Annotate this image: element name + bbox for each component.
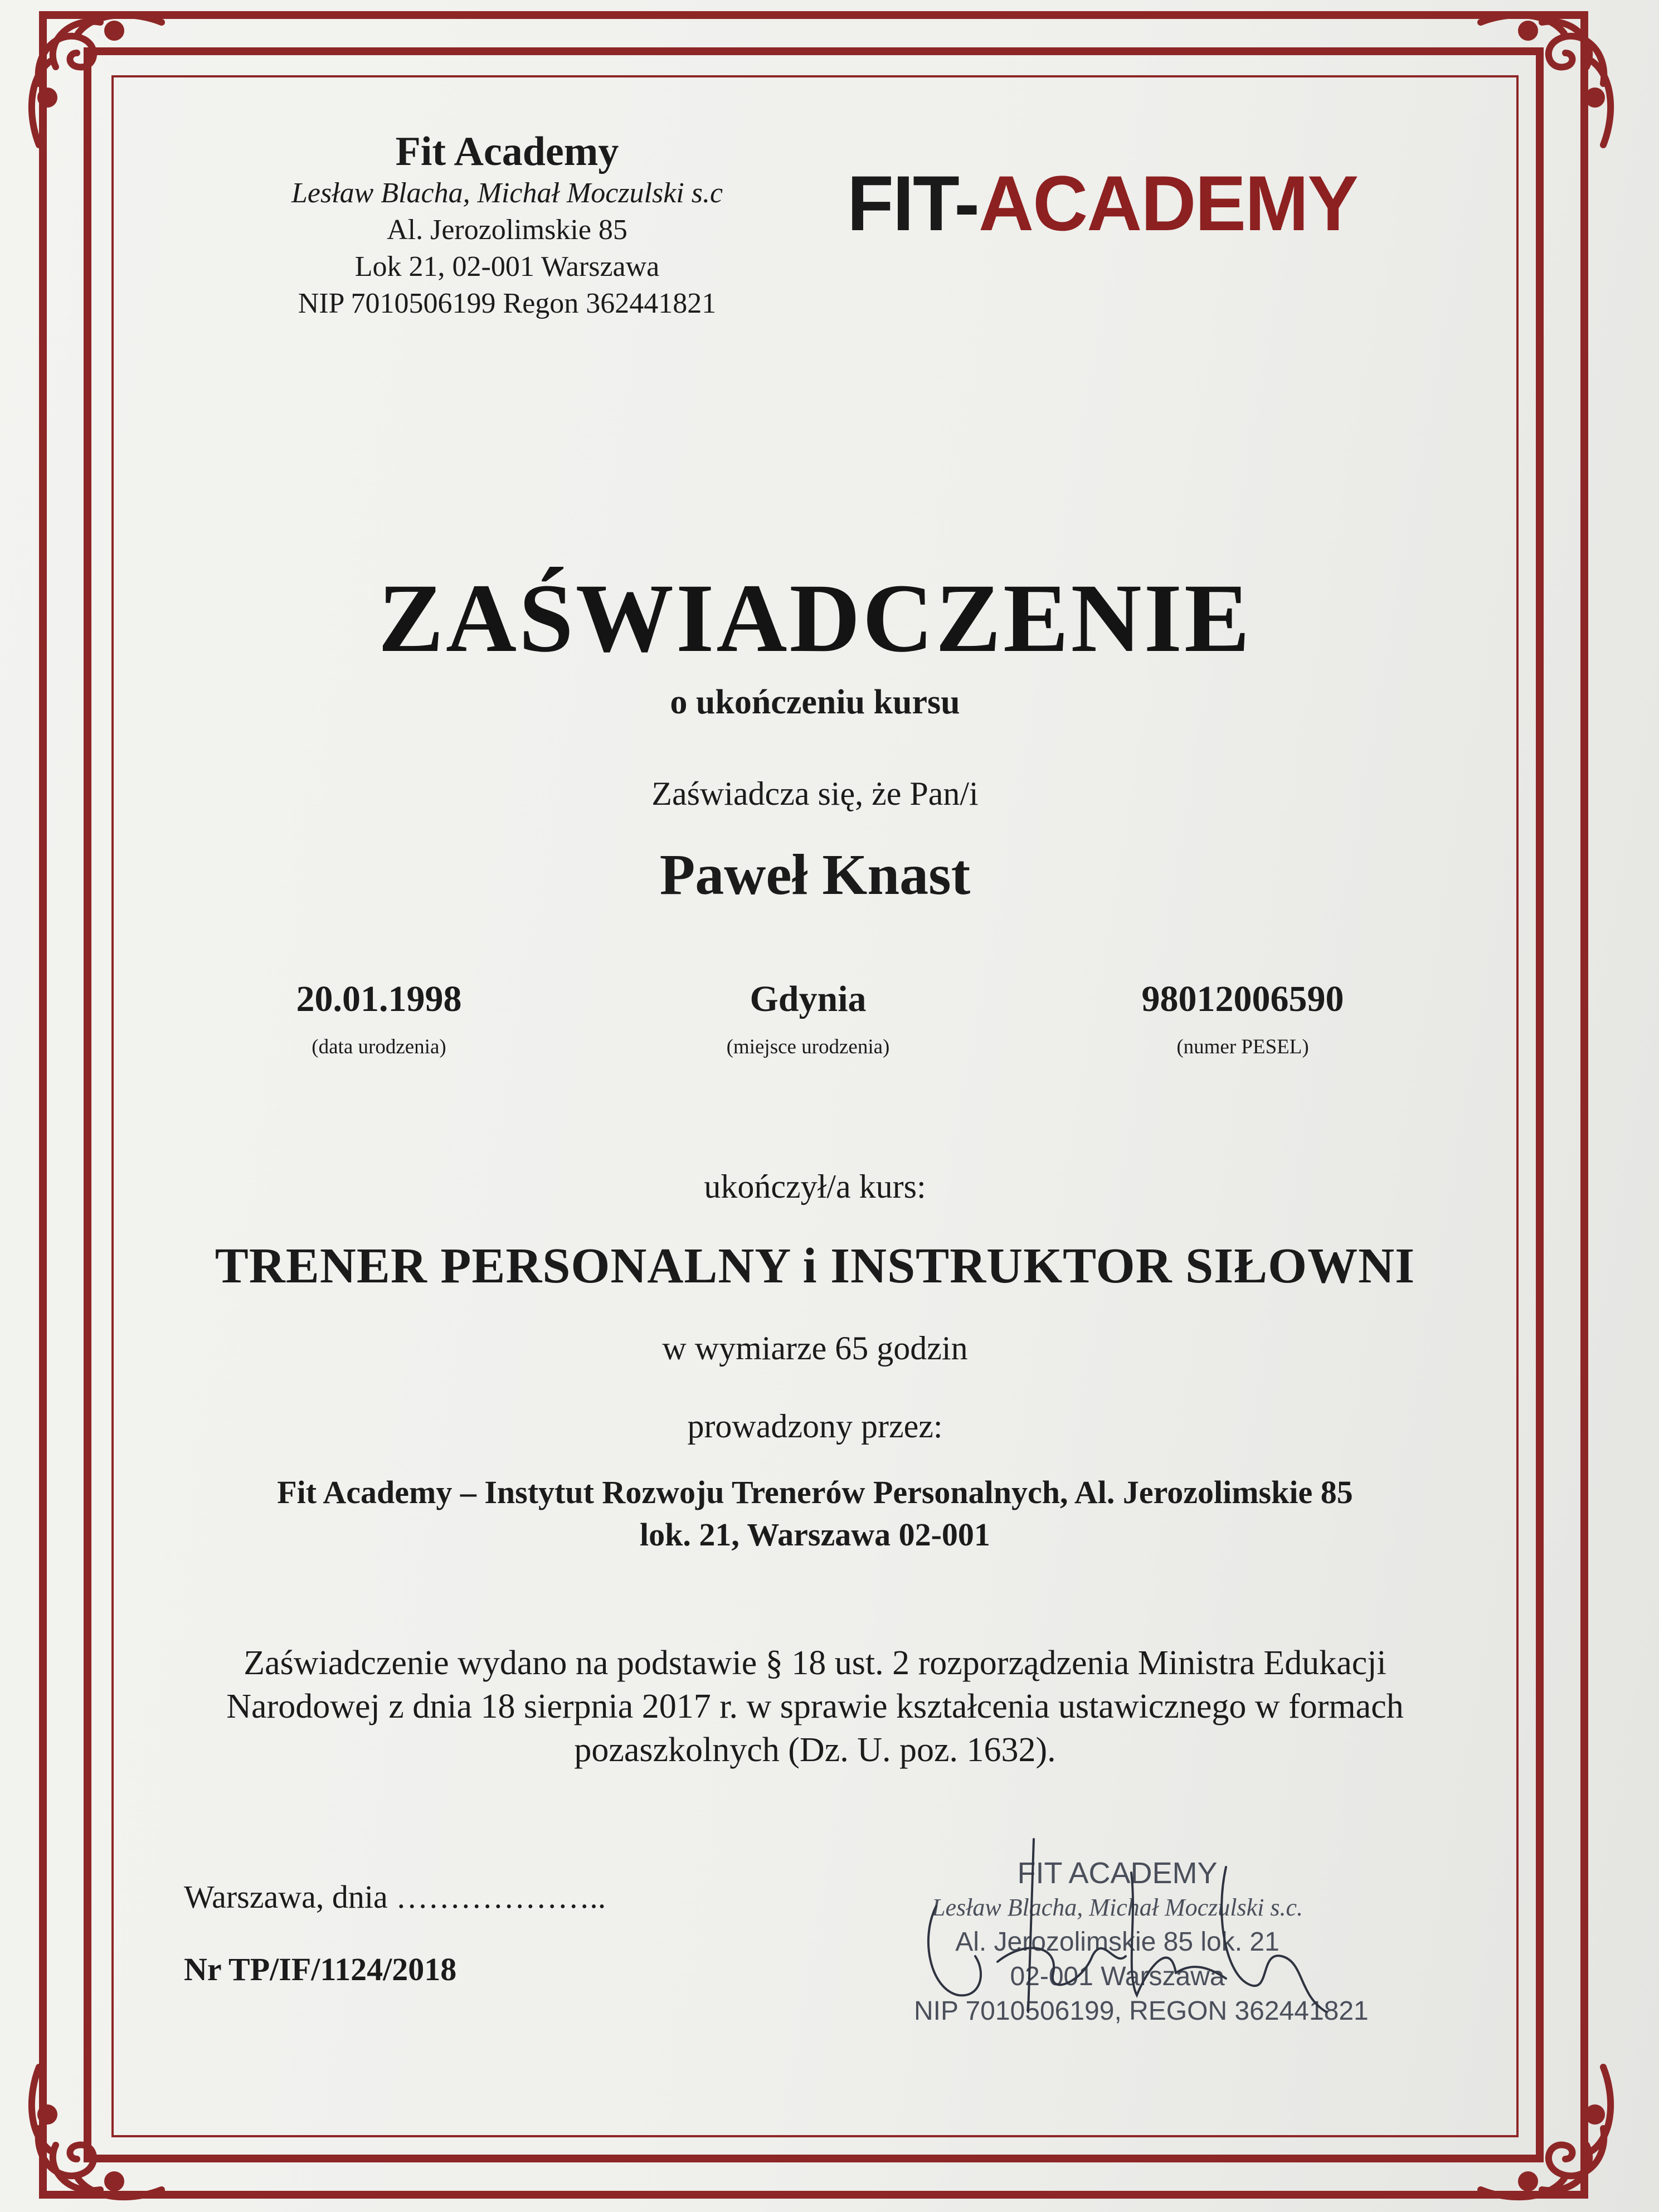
document-subtitle: o ukończeniu kursu — [670, 683, 960, 721]
led-by-text: prowadzony przez: — [687, 1408, 943, 1445]
organizer — [139, 1471, 1491, 1556]
legal-basis: Zaświadczenie wydano na podstawie § 18 ust. 2 rozporządzenia Ministra Edukacji Narodowej z dnia 18 sierpnia 2017 r. w sprawie kształcenia ustawicznego w formach pozaszkolnych (Dz. U. poz. 1632). — [226, 1644, 1404, 1769]
certify-text: Zaświadcza się, że Pan/i — [651, 775, 979, 812]
course-name: TRENER PERSONALNY i INSTRUKTOR SIŁOWNI — [215, 1238, 1415, 1294]
stamp-street: Al. Jerozolimskie 85 lok. 21 — [955, 1927, 1279, 1957]
birth-date-caption: (data urodzenia) — [312, 1035, 446, 1058]
stamp-city: 02-001 Warszawa — [1010, 1962, 1225, 1991]
issuer-ids: NIP 7010506199 Regon 362441821 — [298, 288, 717, 319]
pesel-number: 98012006590 — [1141, 979, 1344, 1019]
certificate-number: Nr TP/IF/1124/2018 — [184, 1951, 457, 1987]
fit-academy-logo — [847, 159, 1376, 247]
place-date: Warszawa, dnia ……………….. — [184, 1879, 606, 1915]
birth-place-block — [613, 978, 1003, 1064]
stamp-owners: Lesław Blacha, Michał Moczulski s.c. — [931, 1894, 1303, 1921]
logo-fit: FIT — [847, 159, 955, 247]
course-hours: w wymiarze 65 godzin — [662, 1330, 968, 1367]
corner-ornament-icon — [1458, 0, 1626, 167]
birth-date: 20.01.1998 — [296, 979, 462, 1019]
issuer-header — [223, 128, 791, 322]
stamp-ids: NIP 7010506199, REGON 362441821 — [914, 1996, 1369, 2026]
pesel-block — [1048, 978, 1438, 1064]
completed-text: ukończył/a kurs: — [704, 1168, 926, 1205]
issuer-name: Fit Academy — [395, 129, 619, 174]
birth-date-block — [184, 978, 574, 1064]
organizer-line-2: lok. 21, Warszawa 02-001 — [640, 1516, 990, 1553]
logo-dash: - — [954, 159, 979, 247]
corner-ornament-icon — [1458, 2045, 1626, 2212]
birth-place: Gdynia — [750, 979, 867, 1019]
corner-ornament-icon — [17, 0, 184, 167]
logo-academy: ACADEMY — [979, 159, 1358, 247]
birth-place-caption: (miejsce urodzenia) — [726, 1035, 890, 1058]
issuer-street: Al. Jerozolimskie 85 — [387, 214, 627, 246]
person-name: Paweł Knast — [659, 843, 971, 907]
issuer-city: Lok 21, 02-001 Warszawa — [354, 251, 660, 283]
pesel-caption: (numer PESEL) — [1176, 1035, 1309, 1058]
handwritten-signature — [914, 1828, 1369, 2040]
issuer-owners: Lesław Blacha, Michał Moczulski s.c — [291, 177, 723, 209]
document-title: ZAŚWIADCZENIE — [378, 564, 1252, 673]
corner-ornament-icon — [17, 2045, 184, 2212]
organizer-line-1: Fit Academy – Instytut Rozwoju Trenerów Personalnych, Al. Jerozolimskie 85 — [277, 1474, 1353, 1510]
stamp-title: FIT ACADEMY — [1017, 1856, 1218, 1890]
